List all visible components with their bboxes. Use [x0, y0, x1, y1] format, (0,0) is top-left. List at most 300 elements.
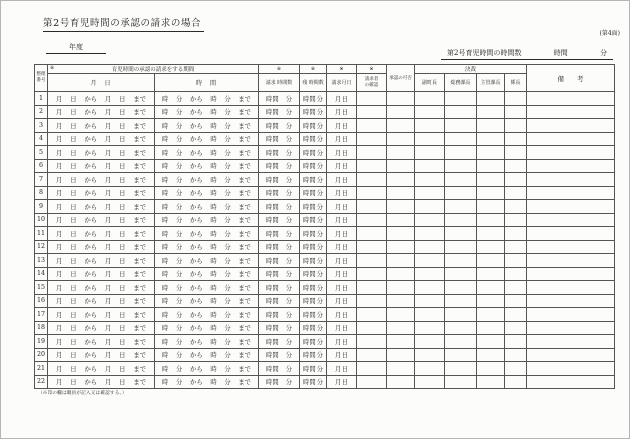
fill-in-label: 時間 [266, 352, 279, 360]
kessai-section-manager-cell [477, 119, 505, 133]
fill-in-label: から [190, 257, 203, 265]
kessai-chief-cell [505, 159, 527, 173]
kessai-section-manager-cell [477, 92, 505, 106]
fill-in-label: まで [238, 244, 251, 252]
request-hours-cell [259, 335, 300, 349]
fill-in-label: 分 [316, 298, 324, 306]
period-time-cell [155, 92, 259, 106]
fill-in-label: から [190, 311, 203, 319]
approval-cell [387, 213, 415, 227]
fill-in-label: から [190, 325, 203, 333]
fill-in-label: 日 [341, 379, 349, 387]
fill-in-label: から [190, 149, 203, 157]
kessai-deputy-mayor-header: 副町長 [415, 74, 445, 92]
fill-in-label: から [84, 338, 98, 346]
kessai-deputy-mayor-cell [415, 146, 445, 160]
table-row [35, 105, 615, 119]
fill-in-label: 時 [210, 298, 217, 306]
fill-in-label: まで [238, 149, 251, 157]
requester-confirm-cell [357, 281, 387, 295]
remarks-cell [527, 375, 615, 389]
fill-in-label: から [84, 163, 98, 171]
fill-in-label: 日 [70, 365, 77, 373]
fill-in-label: 分 [316, 163, 324, 171]
fill-in-label: 分 [316, 257, 324, 265]
fill-in-label: 日 [119, 325, 126, 333]
fill-in-label: 分 [285, 136, 293, 144]
kessai-general-affairs-cell [445, 240, 477, 254]
fill-in-label: 分 [176, 190, 183, 198]
fill-in-label: 日 [341, 257, 349, 265]
fill-in-label: から [190, 203, 203, 211]
fill-in-label: 月 [56, 122, 63, 130]
fill-in-label: 月 [335, 338, 342, 346]
fill-in-label: から [84, 298, 98, 306]
fill-in-label: 日 [341, 217, 349, 225]
fill-in-label: 時 [210, 271, 217, 279]
row-number-cell: 7 [35, 173, 48, 187]
fill-in-label: から [84, 244, 98, 252]
fill-in-label: 日 [341, 95, 349, 103]
fill-in-label: 分 [316, 365, 324, 373]
fill-in-label: 時間 [266, 136, 279, 144]
period-time-cell [155, 146, 259, 160]
fill-in-label: 日 [341, 338, 349, 346]
kessai-general-affairs-header: 総務課長 [445, 74, 477, 92]
kessai-chief-cell [505, 375, 527, 389]
fill-in-label: 月 [104, 176, 112, 184]
fill-in-label: 月 [335, 176, 342, 184]
requester-confirm-cell [357, 227, 387, 241]
fill-in-label: まで [238, 136, 251, 144]
kessai-deputy-mayor-cell [415, 254, 445, 268]
fill-in-label: 時 [210, 230, 217, 238]
fill-in-label: まで [238, 284, 251, 292]
remaining-hours-cell [300, 213, 327, 227]
request-hours-cell [259, 254, 300, 268]
approval-cell [387, 294, 415, 308]
period-date-cell [48, 321, 155, 335]
fill-in-label: 日 [70, 109, 77, 117]
fill-in-label: 日 [341, 298, 349, 306]
fill-in-label: から [84, 352, 98, 360]
fill-in-label: 月 [104, 271, 112, 279]
request-hours-cell [259, 348, 300, 362]
table-row [35, 294, 615, 308]
remarks-header: 備 考 [527, 65, 615, 92]
fill-in-label: 時 [210, 136, 217, 144]
remaining-hours-cell [300, 200, 327, 214]
fill-in-label: 時 [210, 325, 217, 333]
kessai-section-manager-cell [477, 335, 505, 349]
remarks-cell [527, 105, 615, 119]
kessai-deputy-mayor-cell [415, 308, 445, 322]
fill-in-label: 分 [224, 284, 231, 292]
kessai-chief-cell [505, 254, 527, 268]
total-hours-unit: 時間 [553, 49, 568, 57]
period-date-cell [48, 362, 155, 376]
remaining-hours-asterisk: ※ [300, 65, 327, 74]
fill-in-label: 分 [224, 298, 231, 306]
fill-in-label: 時間 [303, 217, 316, 225]
fill-in-label: 時間 [266, 176, 279, 184]
kessai-general-affairs-cell [445, 173, 477, 187]
fill-in-label: 時間 [266, 298, 279, 306]
remarks-cell [527, 200, 615, 214]
fill-in-label: 日 [341, 149, 349, 157]
request-date-cell [327, 227, 357, 241]
requester-confirm-cell [357, 254, 387, 268]
fill-in-label: 月 [104, 149, 112, 157]
table-row [35, 227, 615, 241]
requester-confirm-cell [357, 173, 387, 187]
table-row [35, 335, 615, 349]
row-number-cell: 2 [35, 105, 48, 119]
fill-in-label: 時間 [266, 109, 279, 117]
fill-in-label: まで [133, 271, 146, 279]
fill-in-label: 分 [224, 163, 231, 171]
fill-in-label: 月 [104, 311, 112, 319]
fill-in-label: 分 [224, 203, 231, 211]
fill-in-label: 時 [162, 176, 169, 184]
fill-in-label: まで [133, 163, 146, 171]
table-row [35, 375, 615, 389]
fill-in-label: まで [133, 109, 146, 117]
kessai-group-header: 決裁 [415, 65, 527, 74]
approval-cell [387, 375, 415, 389]
fill-in-label: 日 [70, 325, 77, 333]
kessai-section-manager-cell [477, 254, 505, 268]
kessai-general-affairs-cell [445, 186, 477, 200]
fill-in-label: 時 [210, 257, 217, 265]
fill-in-label: 分 [176, 163, 183, 171]
fill-in-label: 月 [335, 217, 342, 225]
fill-in-label: まで [133, 136, 146, 144]
fill-in-label: 分 [316, 271, 324, 279]
fill-in-label: 月 [335, 122, 342, 130]
fill-in-label: 月 [56, 149, 63, 157]
fill-in-label: から [190, 379, 203, 387]
table-row [35, 146, 615, 160]
requester-confirm-cell [357, 186, 387, 200]
kessai-chief-cell [505, 200, 527, 214]
request-hours-cell [259, 132, 300, 146]
fill-in-label: 分 [224, 217, 231, 225]
fill-in-label: 時 [162, 136, 169, 144]
table-row [35, 362, 615, 376]
fill-in-label: 日 [70, 244, 77, 252]
fill-in-label: 時間 [266, 149, 279, 157]
fill-in-label: 月 [104, 230, 112, 238]
fill-in-label: 時 [210, 284, 217, 292]
request-date-cell [327, 308, 357, 322]
table-row [35, 281, 615, 295]
fill-in-label: 分 [176, 95, 183, 103]
kessai-general-affairs-cell [445, 335, 477, 349]
fill-in-label: まで [133, 190, 146, 198]
period-date-cell [48, 119, 155, 133]
period-date-cell [48, 105, 155, 119]
fill-in-label: 分 [176, 176, 183, 184]
fill-in-label: 日 [119, 95, 126, 103]
fill-in-label: 分 [316, 244, 324, 252]
period-time-cell [155, 173, 259, 187]
fill-in-label: 分 [176, 338, 183, 346]
table-row [35, 348, 615, 362]
fill-in-label: 月 [335, 284, 342, 292]
fill-in-label: まで [238, 298, 251, 306]
kessai-section-manager-cell [477, 146, 505, 160]
request-date-cell [327, 375, 357, 389]
kessai-chief-cell [505, 119, 527, 133]
fill-in-label: 日 [70, 379, 77, 387]
fill-in-label: 月 [56, 163, 63, 171]
fiscal-year-blank [46, 42, 106, 54]
table-row [35, 308, 615, 322]
row-number-cell: 9 [35, 200, 48, 214]
fill-in-label: から [190, 217, 203, 225]
row-number-cell: 18 [35, 321, 48, 335]
fill-in-label: 月 [56, 244, 63, 252]
approval-cell [387, 173, 415, 187]
fill-in-label: まで [133, 325, 146, 333]
remarks-cell [527, 281, 615, 295]
kessai-general-affairs-cell [445, 146, 477, 160]
fill-in-label: 時間 [266, 311, 279, 319]
fill-in-label: から [84, 379, 98, 387]
remaining-hours-cell [300, 159, 327, 173]
remarks-cell [527, 119, 615, 133]
kessai-general-affairs-cell [445, 227, 477, 241]
fill-in-label: 日 [70, 163, 77, 171]
fill-in-label: 時間 [266, 338, 279, 346]
fill-in-label: 月 [335, 244, 342, 252]
requester-confirm-cell [357, 146, 387, 160]
fill-in-label: から [84, 136, 98, 144]
period-date-cell [48, 335, 155, 349]
fill-in-label: 時間 [303, 136, 316, 144]
fill-in-label: 日 [70, 230, 77, 238]
fill-in-label: 分 [285, 338, 293, 346]
kessai-chief-cell [505, 213, 527, 227]
period-time-cell [155, 254, 259, 268]
remarks-cell [527, 362, 615, 376]
remarks-cell [527, 240, 615, 254]
request-hours-cell [259, 321, 300, 335]
kessai-section-manager-cell [477, 348, 505, 362]
fill-in-label: 時間 [303, 338, 316, 346]
fill-in-label: 日 [70, 271, 77, 279]
requester-confirm-cell [357, 213, 387, 227]
request-hours-cell [259, 92, 300, 106]
approval-cell [387, 321, 415, 335]
remarks-cell [527, 92, 615, 106]
period-time-cell [155, 294, 259, 308]
fill-in-label: 月 [104, 325, 112, 333]
fill-in-label: まで [238, 217, 251, 225]
fill-in-label: から [190, 176, 203, 184]
fill-in-label: まで [133, 217, 146, 225]
fill-in-label: 日 [119, 109, 126, 117]
fill-in-label: 分 [224, 365, 231, 373]
period-date-cell [48, 92, 155, 106]
table-row [35, 132, 615, 146]
fill-in-label: 時 [162, 365, 169, 373]
row-number-cell: 5 [35, 146, 48, 160]
fill-in-label: 月 [56, 338, 63, 346]
remarks-cell [527, 294, 615, 308]
kessai-deputy-mayor-cell [415, 362, 445, 376]
kessai-chief-cell [505, 132, 527, 146]
period-date-cell [48, 146, 155, 160]
fill-in-label: 分 [224, 338, 231, 346]
period-time-cell [155, 159, 259, 173]
kessai-deputy-mayor-cell [415, 132, 445, 146]
fill-in-label: 月 [104, 95, 112, 103]
fill-in-label: 時 [210, 163, 217, 171]
fill-in-label: 時 [162, 352, 169, 360]
approval-cell [387, 119, 415, 133]
kessai-section-manager-cell [477, 159, 505, 173]
fill-in-label: 分 [316, 325, 324, 333]
fill-in-label: 時 [162, 284, 169, 292]
fill-in-label: 月 [56, 365, 63, 373]
request-date-cell [327, 105, 357, 119]
requester-confirm-cell [357, 132, 387, 146]
fill-in-label: 時 [162, 95, 169, 103]
fill-in-label: 月 [335, 95, 342, 103]
period-date-cell [48, 348, 155, 362]
kessai-section-manager-header: 主管課長 [477, 74, 505, 92]
fill-in-label: 分 [285, 203, 293, 211]
kessai-chief-cell [505, 321, 527, 335]
fill-in-label: 時 [162, 257, 169, 265]
fill-in-label: から [84, 203, 98, 211]
fill-in-label: 分 [176, 203, 183, 211]
fill-in-label: 分 [176, 136, 183, 144]
fill-in-label: 分 [316, 217, 324, 225]
kessai-section-manager-cell [477, 173, 505, 187]
fill-in-label: 時間 [303, 176, 316, 184]
fill-in-label: 日 [341, 271, 349, 279]
fill-in-label: 分 [316, 311, 324, 319]
remaining-hours-header: 残 時間数 [300, 74, 327, 92]
period-date-cell [48, 254, 155, 268]
kessai-general-affairs-cell [445, 92, 477, 106]
kessai-general-affairs-cell [445, 213, 477, 227]
fill-in-label: 時 [162, 379, 169, 387]
fill-in-label: から [190, 298, 203, 306]
fill-in-label: 月 [104, 298, 112, 306]
request-hours-cell [259, 119, 300, 133]
fill-in-label: から [190, 190, 203, 198]
fill-in-label: 月 [335, 298, 342, 306]
fill-in-label: 月 [335, 257, 342, 265]
fill-in-label: まで [133, 203, 146, 211]
approval-cell [387, 159, 415, 173]
request-date-cell [327, 159, 357, 173]
remaining-hours-cell [300, 375, 327, 389]
period-group-header [48, 65, 259, 74]
kessai-deputy-mayor-cell [415, 200, 445, 214]
fill-in-label: 時間 [303, 284, 316, 292]
fill-in-label: 時間 [266, 365, 279, 373]
fill-in-label: 時間 [303, 163, 316, 171]
fill-in-label: 時間 [303, 203, 316, 211]
fill-in-label: 時間 [266, 230, 279, 238]
remaining-hours-cell [300, 321, 327, 335]
fill-in-label: 分 [224, 271, 231, 279]
row-number-cell: 14 [35, 267, 48, 281]
request-hours-cell [259, 362, 300, 376]
fill-in-label: から [84, 325, 98, 333]
fill-in-label: から [190, 122, 203, 130]
fill-in-label: まで [238, 365, 251, 373]
remarks-cell [527, 267, 615, 281]
fill-in-label: 日 [70, 298, 77, 306]
requester-confirm-cell [357, 362, 387, 376]
fill-in-label: 時間 [303, 95, 316, 103]
fill-in-label: 日 [119, 352, 126, 360]
fill-in-label: 時 [210, 203, 217, 211]
period-time-header: 時 間 [155, 74, 259, 92]
fill-in-label: 日 [119, 136, 126, 144]
request-date-cell [327, 362, 357, 376]
fill-in-label: 分 [176, 230, 183, 238]
fill-in-label: 日 [70, 176, 77, 184]
remaining-hours-cell [300, 146, 327, 160]
row-number-cell: 19 [35, 335, 48, 349]
request-date-asterisk: ※ [327, 65, 357, 74]
fill-in-label: 時間 [266, 203, 279, 211]
request-date-cell [327, 132, 357, 146]
kessai-general-affairs-cell [445, 348, 477, 362]
period-group-title: 育児時間の承認の請求をする期間 [111, 67, 195, 73]
fill-in-label: 分 [316, 122, 324, 130]
fill-in-label: から [84, 365, 98, 373]
kessai-general-affairs-cell [445, 119, 477, 133]
fill-in-label: 月 [104, 379, 112, 387]
period-time-cell [155, 335, 259, 349]
fill-in-label: 日 [70, 284, 77, 292]
fill-in-label: から [84, 311, 98, 319]
kessai-section-manager-cell [477, 321, 505, 335]
fill-in-label: まで [133, 122, 146, 130]
remaining-hours-cell [300, 240, 327, 254]
remaining-hours-cell [300, 335, 327, 349]
kessai-deputy-mayor-cell [415, 186, 445, 200]
fill-in-label: 分 [285, 149, 293, 157]
kessai-deputy-mayor-cell [415, 92, 445, 106]
requester-confirm-cell [357, 159, 387, 173]
requester-confirm-cell [357, 119, 387, 133]
fill-in-label: 月 [56, 217, 63, 225]
remaining-hours-cell [300, 254, 327, 268]
fill-in-label: 分 [316, 95, 324, 103]
request-hours-cell [259, 200, 300, 214]
requester-confirm-cell [357, 348, 387, 362]
fill-in-label: 時 [210, 122, 217, 130]
fill-in-label: 日 [341, 230, 349, 238]
fill-in-label: 月 [335, 352, 342, 360]
remaining-hours-cell [300, 281, 327, 295]
fill-in-label: 時 [210, 352, 217, 360]
fill-in-label: 時 [210, 311, 217, 319]
fill-in-label: 月 [56, 284, 63, 292]
fill-in-label: 日 [341, 311, 349, 319]
fill-in-label: まで [133, 311, 146, 319]
table-row [35, 186, 615, 200]
